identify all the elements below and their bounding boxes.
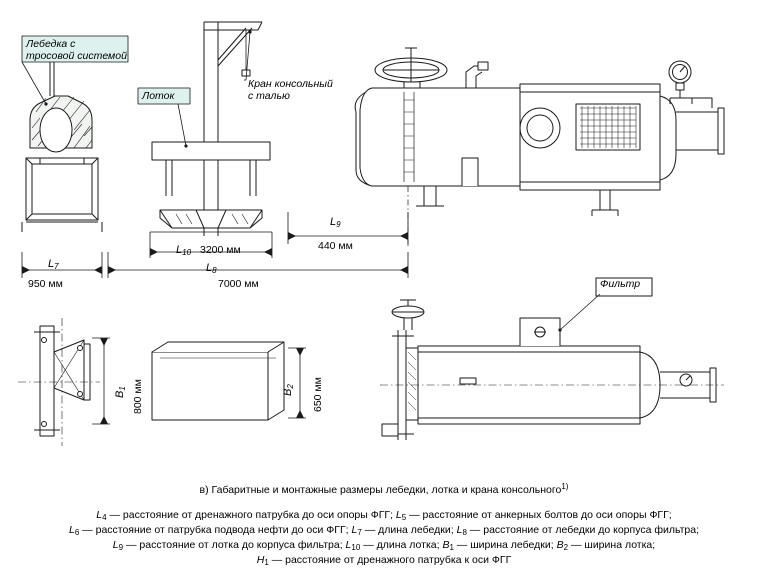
dim-L9-symbol: $L_9$ (330, 216, 341, 229)
winch-front-view (18, 318, 110, 446)
dim-B2-value: 650 мм (312, 377, 324, 412)
chute-crane-assembly (150, 22, 272, 236)
dim-L10-value: 3200 мм (200, 244, 241, 256)
callout-chute-label: Лоток (142, 90, 175, 102)
callout-crane-label: Кран консольный с талью (248, 78, 333, 102)
legend-line-3: $L_9$ — расстояние от лотка до корпуса фильтра; $L_{10}$ — длина лотка; $B_1$ — ширина лебедки; $B_2$ — ширина лотка; (112, 539, 656, 552)
dim-B1-value: 800 мм (132, 379, 144, 414)
callout-winch-label: Лебедка с тросовой системой (26, 38, 127, 62)
dim-L7-symbol: $L_7$ (48, 258, 59, 271)
dim-L7-value: 950 мм (28, 278, 63, 290)
dim-B2-symbol: $B_2$ (282, 384, 295, 396)
filter-vessel-top (355, 48, 724, 246)
filter-side-view (380, 278, 724, 440)
legend-line-2: $L_6$ — расстояние от патрубка подвода нефти до оси ФГГ; $L_7$ — длина лебедки; $L_8$ — расстояние от лебедки до корпуса фильтра; (68, 524, 700, 537)
chute-section-view (152, 342, 306, 420)
winch-assembly (22, 46, 102, 232)
figure-caption: в) Габаритные и монтажные размеры лебедки, лотка и крана консольного$^{1)}$ (199, 482, 569, 496)
callout-filter-label: Фильтр (600, 278, 641, 290)
dim-L9-value: 440 мм (318, 240, 353, 252)
legend-line-1: $L_4$ — расстояние от дренажного патрубка до оси опоры ФГГ; $L_5$ — расстояние от анкерных болтов до оси опоры ФГГ; (96, 509, 672, 522)
dim-L10-symbol: $L_{10}$ (176, 244, 192, 257)
legend-line-4: $H_1$ — расстояние от дренажного патрубка к оси ФГГ (256, 554, 512, 567)
dim-L8-symbol: $L_8$ (206, 262, 217, 275)
dim-B1-symbol: $B_1$ (114, 386, 127, 398)
dim-L8-value: 7000 мм (218, 278, 259, 290)
